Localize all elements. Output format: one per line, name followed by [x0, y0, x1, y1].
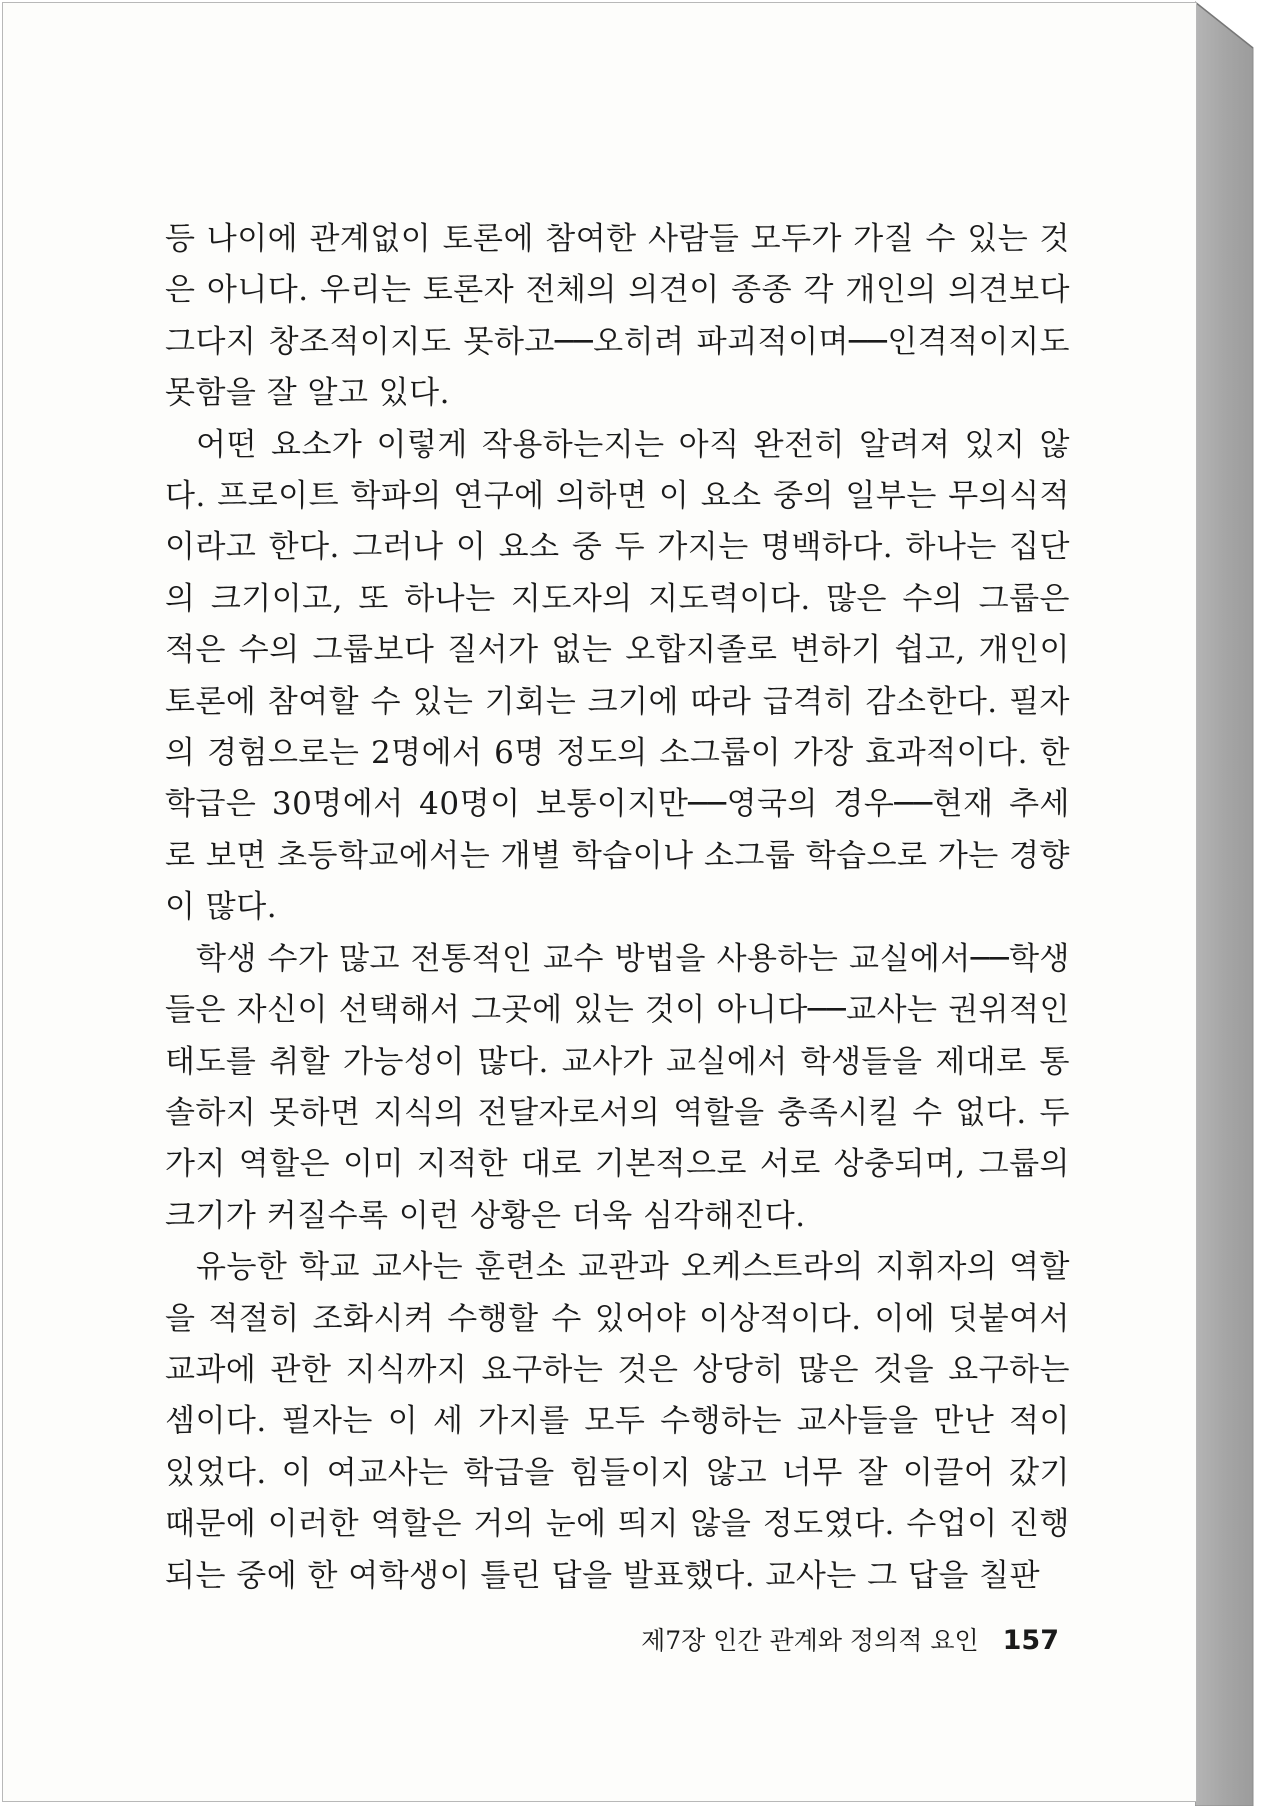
running-footer: 제7장 인간 관계와 정의적 요인 — [641, 1626, 979, 1655]
book-page — [2, 2, 1197, 1802]
paragraph: 등 나이에 관계없이 토론에 참여한 사람들 모두가 가질 수 있는 것은 아니다. 우리는 토론자 전체의 의견이 종종 각 개인의 의견보다 그다지 창조적이지도 못하고──오히려 파괴적이며──인격적이지도 못함을 잘 알고 있다. — [165, 221, 1070, 412]
book-edge — [1195, 0, 1255, 1806]
paragraph: 유능한 학교 교사는 훈련소 교관과 오케스트라의 지휘자의 역할을 적절히 조화시켜 수행할 수 있어야 이상적이다. 이에 덧붙여서 교과에 관한 지식까지 요구하는 것은 상당히 많은 것을 요구하는 셈이다. 필자는 이 세 가지를 모두 수행하는 교사들을 만난 적이 있었다. 이 여교사는 학급을 힘들이지 않고 너무 잘 이끌어 갔기 때문에 이러한 역할은 거의 눈에 띄지 않을 정도였다. 수업이 진행되는 중에 한 여학생이 틀린 답을 발표했다. 교사는 그 답을 칠판 — [165, 1249, 1070, 1594]
page-number: 157 — [1002, 1625, 1059, 1656]
body-text — [165, 214, 1070, 1602]
paragraph: 학생 수가 많고 전통적인 교수 방법을 사용하는 교실에서──학생들은 자신이 선택해서 그곳에 있는 것이 아니다──교사는 권위적인 태도를 취할 가능성이 많다. 교사가 교실에서 학생들을 제대로 통솔하지 못하면 지식의 전달자로서의 역할을 충족시킬 수 없다. 두 가지 역할은 이미 지적한 대로 기본적으로 서로 상충되며, 그룹의 크기가 커질수록 이런 상황은 더욱 심각해진다. — [165, 940, 1070, 1234]
paragraph: 어떤 요소가 이렇게 작용하는지는 아직 완전히 알려져 있지 않다. 프로이트 학파의 연구에 의하면 이 요소 중의 일부는 무의식적이라고 한다. 그러나 이 요소 중 두 가지는 명백하다. 하나는 집단의 크기이고, 또 하나는 지도자의 지도력이다. 많은 수의 그룹은 적은 수의 그룹보다 질서가 없는 오합지졸로 변하기 쉽고, 개인이 토론에 참여할 수 있는 기회는 크기에 따라 급격히 감소한다. 필자의 경험으로는 2명에서 6명 정도의 소그룹이 가장 효과적이다. 한 학급은 30명에서 40명이 보통이지만──영국의 경우──현재 추세로 보면 초등학교에서는 개별 학습이나 소그룹 학습으로 가는 경향이 많다. — [165, 426, 1070, 926]
page-footer — [641, 1621, 1059, 1657]
